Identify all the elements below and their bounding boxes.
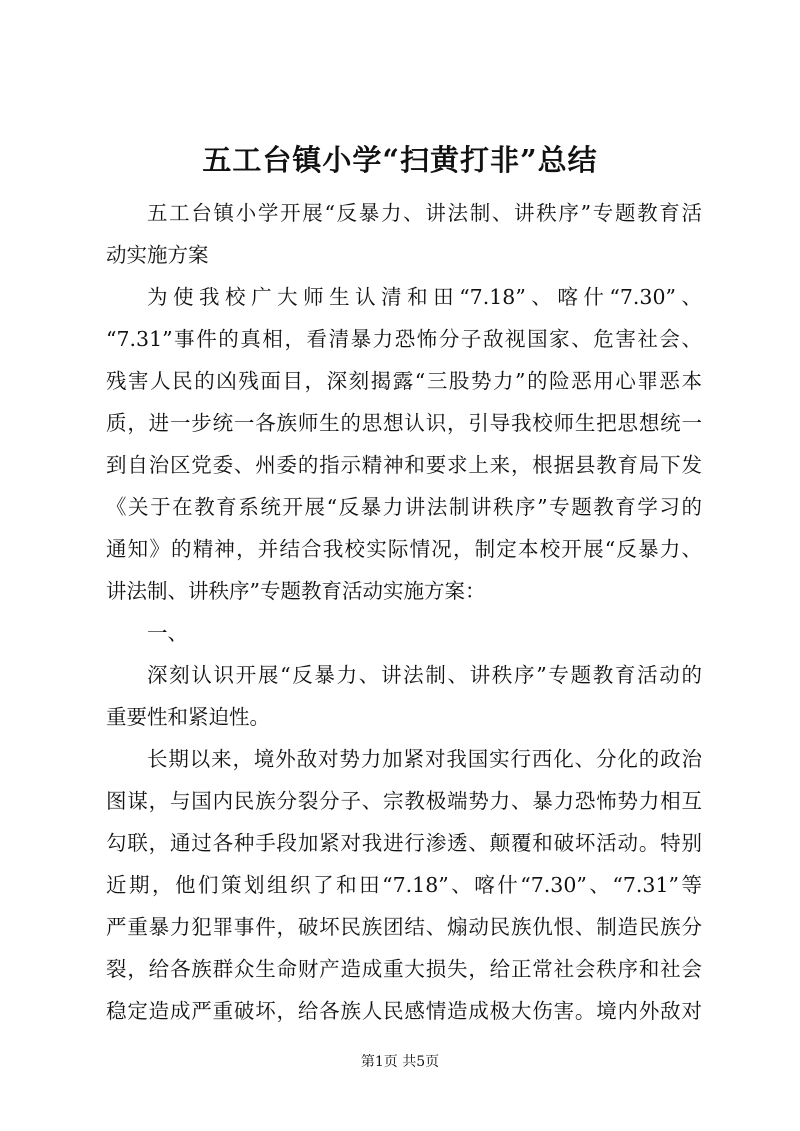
paragraph-line: 到自治区党委、州委的指示精神和要求上来，根据县教育局下发 [106, 453, 702, 477]
paragraph-line: 通知》的精神，并结合我校实际情况，制定本校开展“反暴力、 [106, 537, 702, 561]
paragraph-line: 为使我校广大师生认清和田“7.18”、喀什“7.30”、 [147, 285, 702, 309]
paragraph-line: 动实施方案 [106, 243, 209, 267]
paragraph-line: 讲法制、讲秩序”专题教育活动实施方案： [106, 579, 486, 603]
paragraph-line: 稳定造成严重破坏，给各族人民感情造成极大伤害。境内外敌对 [106, 999, 702, 1023]
paragraph-line: 长期以来，境外敌对势力加紧对我国实行西化、分化的政治 [147, 747, 702, 771]
paragraph-line: 质，进一步统一各族师生的思想认识，引导我校师生把思想统一 [106, 411, 702, 435]
paragraph-line: 勾联，通过各种手段加紧对我进行渗透、颠覆和破坏活动。特别 [106, 831, 702, 855]
section-heading-line: 深刻认识开展“反暴力、讲法制、讲秩序”专题教育活动的 [147, 663, 702, 687]
paragraph-line: 五工台镇小学开展“反暴力、讲法制、讲秩序”专题教育活 [147, 201, 702, 225]
paragraph-line: “7.31”事件的真相，看清暴力恐怖分子敌视国家、危害社会、 [106, 327, 702, 351]
paragraph-line: 残害人民的凶残面目，深刻揭露“三股势力”的险恶用心罪恶本 [106, 369, 702, 393]
document-title: 五工台镇小学“扫黄打非”总结 [202, 143, 598, 177]
section-heading-number: 一、 [147, 621, 188, 645]
paragraph-line: 严重暴力犯罪事件，破坏民族团结、煽动民族仇恨、制造民族分 [106, 915, 702, 939]
paragraph-line: 图谋，与国内民族分裂分子、宗教极端势力、暴力恐怖势力相互 [106, 789, 702, 813]
page-number-footer: 第1页 共5页 [360, 1054, 440, 1070]
section-heading-line: 重要性和紧迫性。 [106, 705, 270, 729]
document-body [106, 192, 702, 1032]
paragraph-line: 裂，给各族群众生命财产造成重大损失，给正常社会秩序和社会 [106, 957, 702, 981]
paragraph-line: 近期，他们策划组织了和田“7.18”、喀什“7.30”、“7.31”等 [106, 873, 702, 897]
paragraph-line: 《关于在教育系统开展“反暴力讲法制讲秩序”专题教育学习的 [106, 495, 702, 519]
